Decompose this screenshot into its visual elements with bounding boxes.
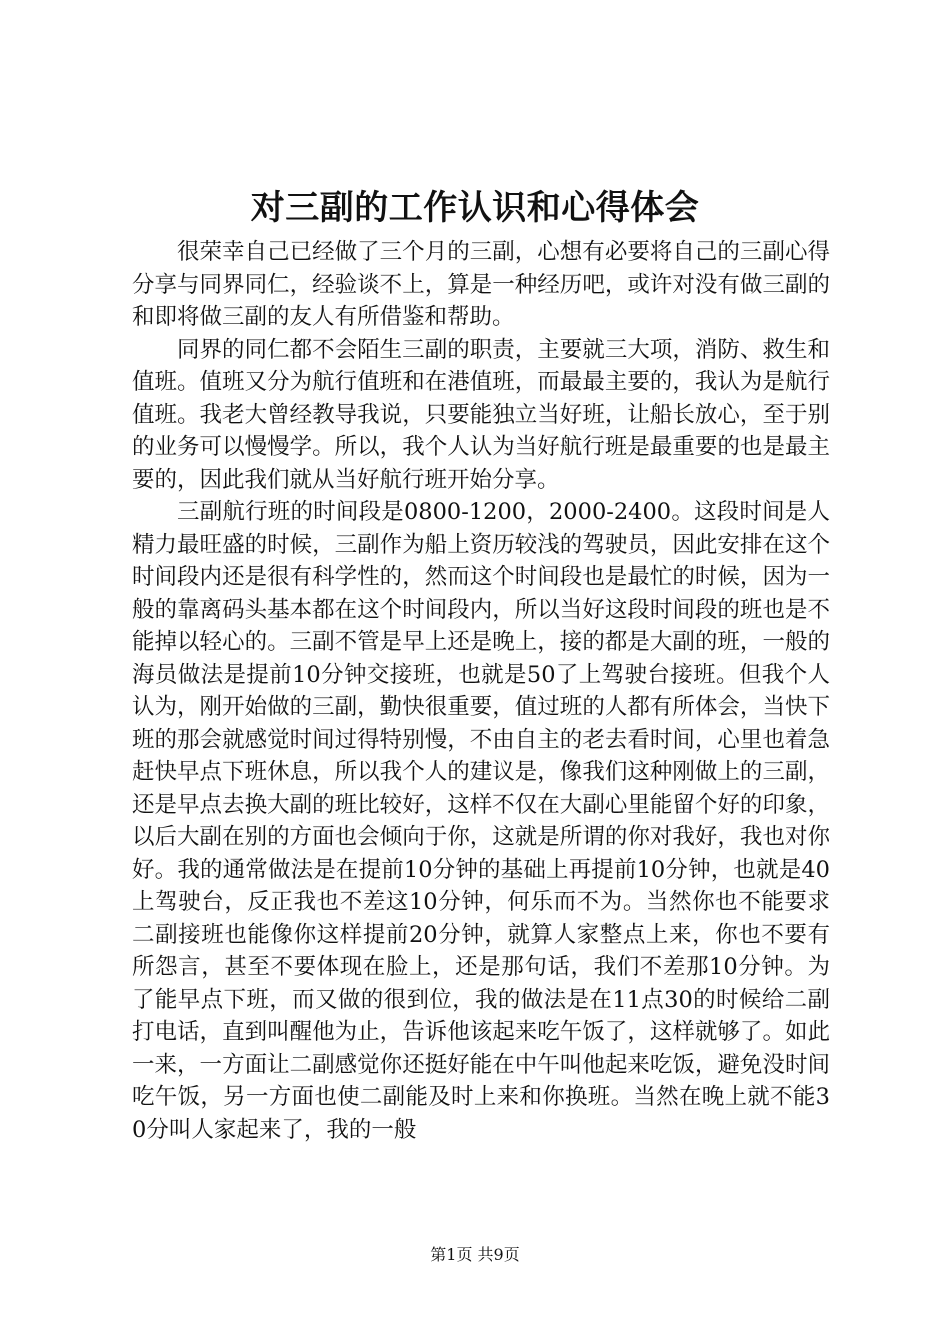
paragraph-duties: 同界的同仁都不会陌生三副的职责，主要就三大项，消防、救生和值班。值班又分为航行值班和在港值班，而最最主要的，我认为是航行值班。我老大曾经教导我说，只要能独立当好班，让船长放心，至于别的业务可以慢慢学。所以，我个人认为当好航行班是最重要的也是最主要的，因此我们就从当好航行班开始分享。 [132, 336, 830, 493]
page-footer: 第1页 共9页 [430, 1245, 520, 1264]
paragraph-watch-schedule: 三副航行班的时间段是0800-1200，2000-2400。这段时间是人精力最旺盛的时候，三副作为船上资历较浅的驾驶员，因此安排在这个时间段内还是很有科学性的，然而这个时间段也是最忙的时候，因为一般的靠离码头基本都在这个时间段内，所以当好这段时间段的班也是不能掉以轻心的。三副不管是早上还是晚上，接的都是大副的班，一般的海员做法是提前10分钟交接班，也就是50了上驾驶台接班。但我个人认为，刚开始做的三副，勤快很重要，值过班的人都有所体会，当快下班的那会就感觉时间过得特别慢，不由自主的老去看时间，心里也着急赶快早点下班休息，所以我个人的建议是，像我们这种刚做上的三副，还是早点去换大副的班比较好，这样不仅在大副心里能留个好的印象，以后大副在别的方面也会倾向于你，这就是所谓的你对我好，我也对你好。我的通常做法是在提前10分钟的基础上再提前10分钟，也就是40上驾驶台，反正我也不差这10分钟，何乐而不为。当然你也不能要求二副接班也能像你这样提前20分钟，就算人家整点上来，你也不要有所怨言，甚至不要体现在脸上，还是那句话，我们不差那10分钟。为了能早点下班，而又做的很到位，我的做法是在11点30的时候给二副打电话，直到叫醒他为止，告诉他该起来吃午饭了，这样就够了。如此一来，一方面让二副感觉你还挺好能在中午叫他起来吃饭，避免没时间吃午饭，另一方面也使二副能及时上来和你换班。当然在晚上就不能30分叫人家起来了，我的一般 [132, 499, 830, 1143]
page-title: 对三副的工作认识和心得体会 [250, 188, 700, 228]
document-body [132, 236, 830, 1146]
paragraph-intro: 很荣幸自己已经做了三个月的三副，心想有必要将自己的三副心得分享与同界同仁，经验谈不上，算是一种经历吧，或许对没有做三副的和即将做三副的友人有所借鉴和帮助。 [132, 239, 830, 330]
